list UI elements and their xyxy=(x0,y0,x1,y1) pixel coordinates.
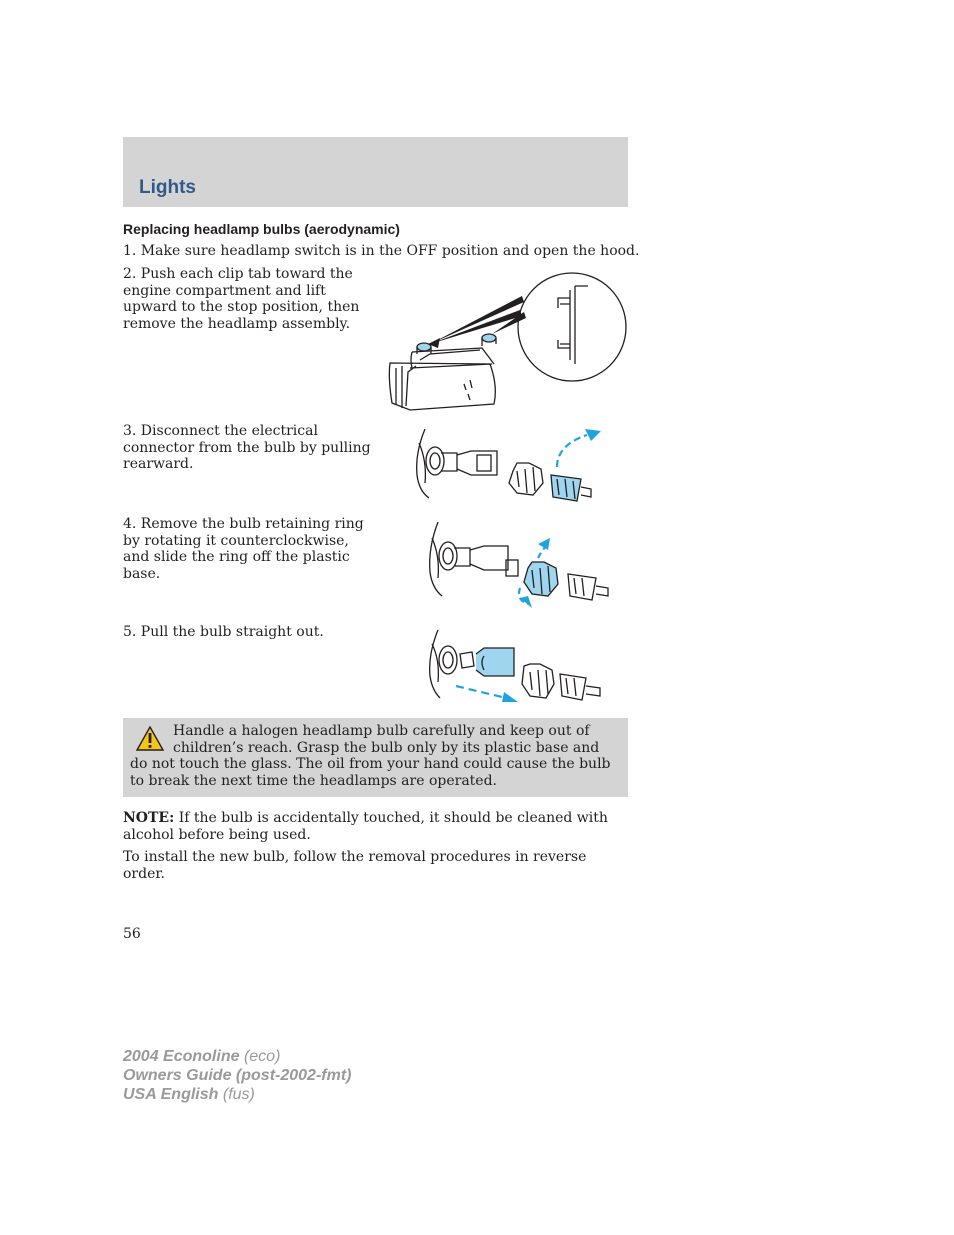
install-instructions: To install the new bulb, follow the removal procedures in reverse order. xyxy=(123,849,587,882)
step-2: 2. Push each clip tab toward the engine compartment and lift upward to the stop position, then remove the headlamp assembly. xyxy=(123,266,360,332)
footer-model: 2004 Econoline xyxy=(123,1048,240,1065)
headlamp-assembly-illustration xyxy=(382,268,632,414)
remove-retaining-ring-illustration xyxy=(420,516,615,612)
footer-model-code: (eco) xyxy=(239,1048,281,1065)
step-5: 5. Pull the bulb straight out. xyxy=(123,624,324,640)
footer-line-1 xyxy=(123,1047,351,1066)
warning-box xyxy=(123,718,628,797)
page-number: 56 xyxy=(123,926,141,942)
pull-bulb-out-illustration xyxy=(420,626,605,708)
section-header-band xyxy=(123,137,628,207)
disconnect-connector-illustration xyxy=(405,423,605,508)
footer-line-2: Owners Guide (post-2002-fmt) xyxy=(123,1067,352,1084)
document-footer xyxy=(123,1047,351,1104)
step-1: 1. Make sure headlamp switch is in the OFF position and open the hood. xyxy=(123,243,640,259)
step-3: 3. Disconnect the electrical connector from the bulb by pulling rearward. xyxy=(123,423,371,472)
step-4: 4. Remove the bulb retaining ring by rotating it counterclockwise, and slide the ring off the plastic base. xyxy=(123,516,364,582)
note-paragraph xyxy=(123,810,628,843)
note-text: If the bulb is accidentally touched, it should be cleaned with alcohol before being used. xyxy=(123,810,608,843)
note-label: NOTE: xyxy=(123,810,175,826)
footer-language-code: (fus) xyxy=(218,1086,255,1103)
subheading: Replacing headlamp bulbs (aerodynamic) xyxy=(123,221,400,237)
footer-language: USA English xyxy=(123,1086,219,1103)
section-title: Lights xyxy=(139,177,196,198)
warning-text: Handle a halogen headlamp bulb carefully and keep out of children’s reach. Grasp the bulb only by its plastic base and do not touch the glass. The oil from your hand could cause the bulb to break the next time the headlamps are operated. xyxy=(130,723,611,789)
footer-line-3 xyxy=(123,1085,351,1104)
